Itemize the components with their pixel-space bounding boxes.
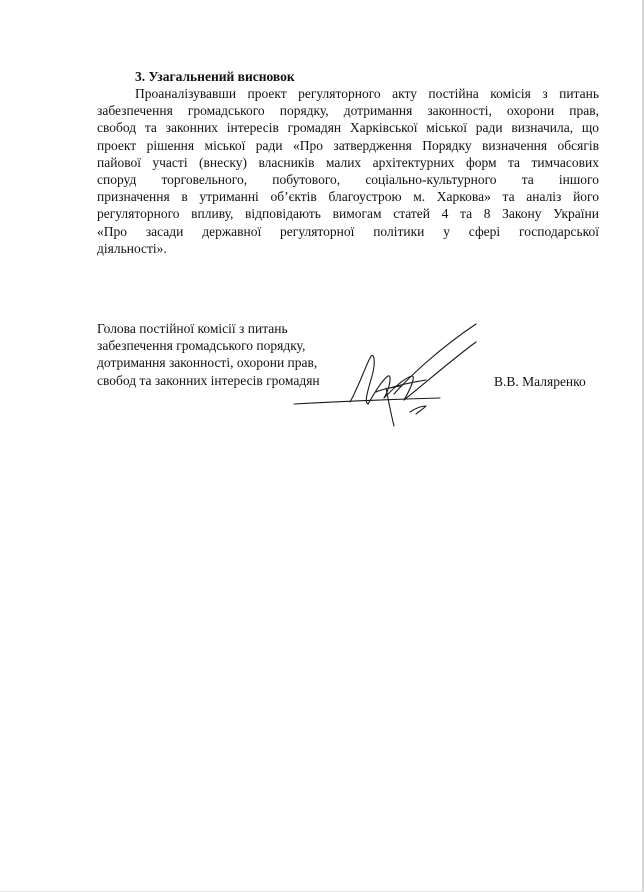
signatory-name: В.В. Маляренко: [494, 374, 586, 389]
conclusion-paragraph: [97, 85, 599, 257]
signatory-title-line: дотримання законності, охорони прав,: [97, 355, 318, 371]
paragraph-line: регуляторного впливу, відповідають вимогам статей 4 та 8 Закону України: [97, 206, 599, 222]
handwritten-signature: [290, 318, 480, 430]
signatory-title-line: забезпечення громадського порядку,: [97, 338, 306, 354]
signatory-title-line: Голова постійної комісії з питань: [97, 321, 288, 336]
signatory-title-line: свобод та законних інтересів громадян: [97, 372, 320, 388]
paragraph-line: свобод та законних інтересів громадян Харківської міської ради визначила, що: [97, 120, 599, 136]
paragraph-line: «Про засади державної регуляторної політики у сфері господарської: [97, 223, 599, 239]
paragraph-line: призначення в утриманні об’єктів благоустрою м. Харкова» та аналіз його: [97, 189, 599, 205]
paragraph-line: діяльності».: [97, 240, 167, 256]
paragraph-line: Проаналізувавши проект регуляторного акту постійна комісія з питань: [135, 86, 599, 101]
paragraph-line: проект рішення міської ради «Про затвердження Порядку визначення обсягів: [97, 137, 599, 153]
conclusion-section: [97, 68, 599, 257]
paragraph-line: забезпечення громадського порядку, дотримання законності, охорони прав,: [97, 103, 599, 119]
section-heading: 3. Узагальнений висновок: [135, 69, 295, 84]
paragraph-line: пайової участі (внеску) власників малих архітектурних форм та тимчасових: [97, 154, 599, 170]
paragraph-line: споруд торговельного, побутового, соціально-культурного та іншого: [97, 172, 599, 188]
